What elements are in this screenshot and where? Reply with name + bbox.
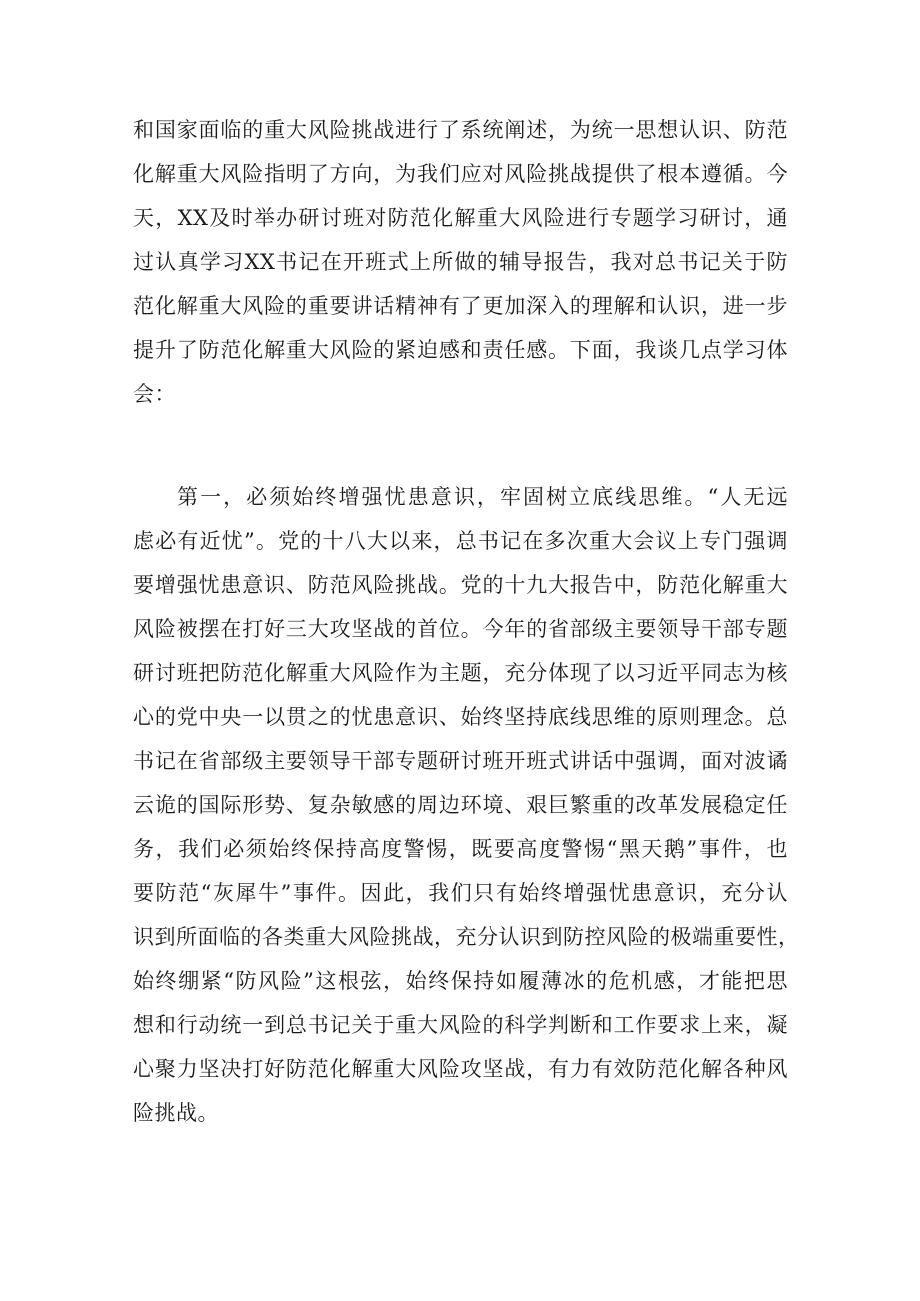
paragraph-line: 务，我们必须始终保持高度警惕，既要高度警惕“黑天鹅”事件，也 bbox=[133, 837, 788, 861]
paragraph-line: 和国家面临的重大风险挑战进行了系统阐述，为统一思想认识、防范 bbox=[133, 118, 788, 142]
paragraph-line: 云诡的国际形势、复杂敏感的周边环境、艰巨繁重的改革发展稳定任 bbox=[133, 793, 788, 817]
paragraph-line: 虑必有近忧”。党的十八大以来，总书记在多次重大会议上专门强调 bbox=[133, 529, 788, 553]
paragraph-line: 要防范“灰犀牛”事件。因此，我们只有始终增强忧患意识，充分认 bbox=[133, 881, 788, 905]
paragraph-1 bbox=[133, 108, 788, 416]
paragraph-line: 天，XX及时举办研讨班对防范化解重大风险进行专题学习研讨，通 bbox=[133, 206, 788, 230]
paragraph-line: 书记在省部级主要领导干部专题研讨班开班式讲话中强调，面对波谲 bbox=[133, 749, 788, 773]
paragraph-line: 第一，必须始终增强忧患意识，牢固树立底线思维。“人无远 bbox=[177, 485, 788, 509]
paragraph-line: 过认真学习XX书记在开班式上所做的辅导报告，我对总书记关于防 bbox=[133, 250, 788, 274]
paragraph-line: 化解重大风险指明了方向，为我们应对风险挑战提供了根本遵循。今 bbox=[133, 162, 788, 186]
paragraph-line: 识到所面临的各类重大风险挑战，充分认识到防控风险的极端重要性， bbox=[133, 925, 800, 949]
paragraph-line: 要增强忧患意识、防范风险挑战。党的十九大报告中，防范化解重大 bbox=[133, 573, 788, 597]
paragraph-line: 提升了防范化解重大风险的紧迫感和责任感。下面，我谈几点学习体 bbox=[133, 338, 788, 362]
paragraph-line: 险挑战。 bbox=[133, 1101, 219, 1125]
paragraph-line: 研讨班把防范化解重大风险作为主题，充分体现了以习近平同志为核 bbox=[133, 661, 788, 685]
paragraph-line: 心聚力坚决打好防范化解重大风险攻坚战，有力有效防范化解各种风 bbox=[133, 1057, 788, 1081]
paragraph-line: 始终绷紧“防风险”这根弦，始终保持如履薄冰的危机感，才能把思 bbox=[133, 969, 788, 993]
paragraph-line: 心的党中央一以贯之的忧患意识、始终坚持底线思维的原则理念。总 bbox=[133, 705, 788, 729]
paragraph-2 bbox=[133, 475, 800, 1135]
paragraph-line: 会： bbox=[133, 382, 176, 406]
paragraph-line: 范化解重大风险的重要讲话精神有了更加深入的理解和认识，进一步 bbox=[133, 294, 788, 318]
paragraph-line: 风险被摆在打好三大攻坚战的首位。今年的省部级主要领导干部专题 bbox=[133, 617, 788, 641]
paragraph-line: 想和行动统一到总书记关于重大风险的科学判断和工作要求上来，凝 bbox=[133, 1013, 788, 1037]
